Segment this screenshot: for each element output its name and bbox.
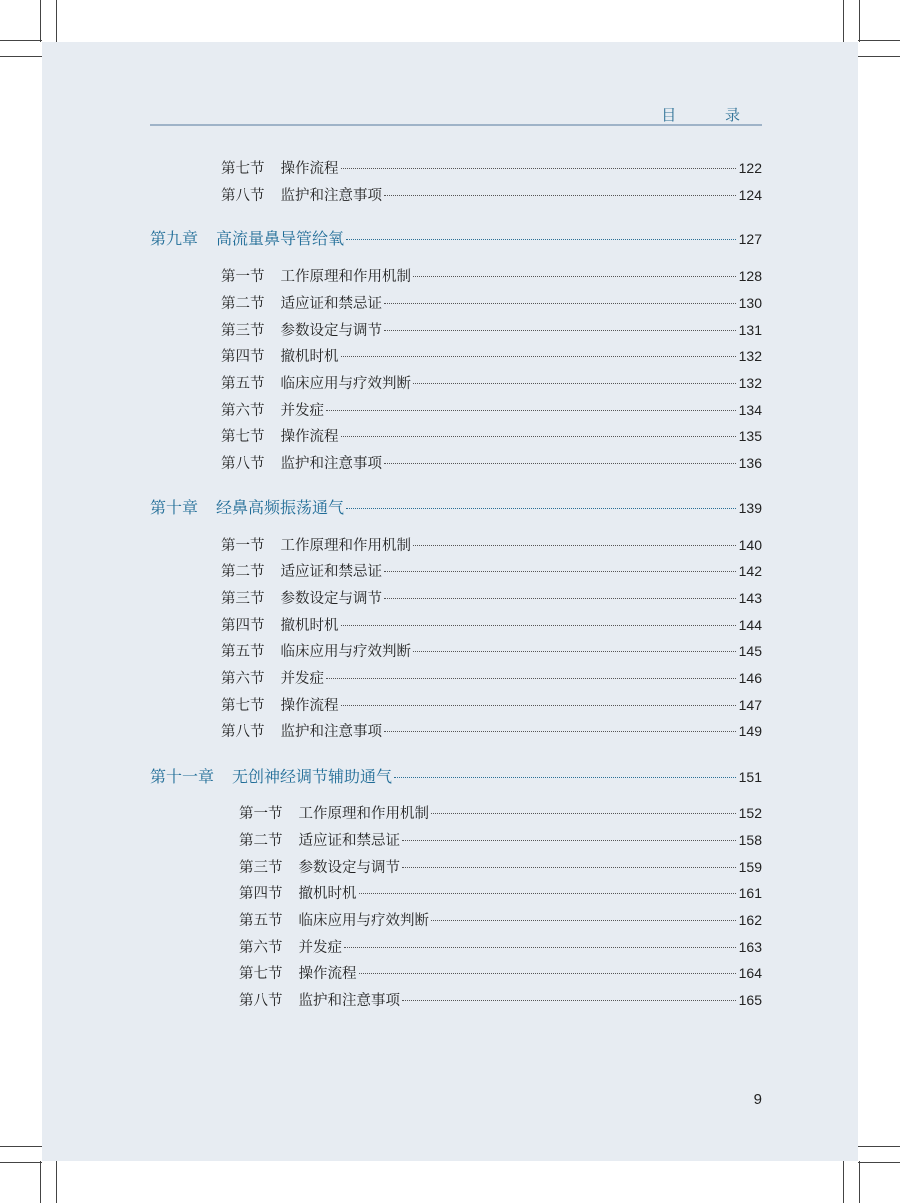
dot-leader <box>341 168 736 169</box>
toc-section-entry[interactable] <box>221 399 762 421</box>
running-header: 目 录 <box>661 106 762 124</box>
entry-title: 并发症 <box>298 940 342 956</box>
toc-chapter-entry[interactable] <box>150 226 762 248</box>
entry-number: 第九章 <box>150 229 199 248</box>
toc-chapter-entry[interactable] <box>150 764 762 786</box>
entry-title: 参数设定与调节 <box>280 591 382 607</box>
entry-number: 第二节 <box>221 296 265 312</box>
dot-leader <box>402 867 736 868</box>
entry-number: 第三节 <box>221 323 265 339</box>
entry-number: 第五节 <box>221 376 265 392</box>
entry-number: 第七节 <box>221 429 265 445</box>
entry-title: 操作流程 <box>280 698 339 714</box>
toc-section-entry[interactable] <box>221 372 762 394</box>
entry-title: 适应证和禁忌证 <box>280 564 382 580</box>
entry-page-number: 143 <box>738 590 762 606</box>
entry-number: 第六节 <box>221 403 265 419</box>
entry-number: 第十一章 <box>150 767 215 786</box>
toc-section-entry[interactable] <box>239 829 762 851</box>
entry-number: 第四节 <box>239 886 283 902</box>
toc-section-entry[interactable] <box>221 184 762 206</box>
entry-page-number: 140 <box>738 537 762 553</box>
entry-title: 操作流程 <box>280 429 339 445</box>
entry-number: 第一节 <box>221 269 265 285</box>
entry-number: 第十章 <box>150 498 199 517</box>
entry-number: 第五节 <box>239 913 283 929</box>
dot-leader <box>394 777 736 778</box>
toc-section-entry[interactable] <box>221 534 762 556</box>
entry-page-number: 142 <box>738 563 762 579</box>
entry-page-number: 139 <box>738 500 762 516</box>
dot-leader <box>384 463 736 464</box>
entry-page-number: 147 <box>738 697 762 713</box>
toc-section-entry[interactable] <box>221 319 762 341</box>
dot-leader <box>341 356 736 357</box>
entry-page-number: 163 <box>738 939 762 955</box>
entry-title: 撤机时机 <box>280 349 339 365</box>
toc-section-entry[interactable] <box>239 962 762 984</box>
entry-page-number: 134 <box>738 402 762 418</box>
entry-number: 第八节 <box>221 724 265 740</box>
entry-page-number: 162 <box>738 912 762 928</box>
entry-page-number: 144 <box>738 617 762 633</box>
dot-leader <box>341 705 736 706</box>
entry-page-number: 131 <box>738 322 762 338</box>
dot-leader <box>384 195 736 196</box>
entry-title: 操作流程 <box>298 966 357 982</box>
entry-title: 监护和注意事项 <box>280 456 382 472</box>
entry-page-number: 132 <box>738 375 762 391</box>
toc-section-entry[interactable] <box>221 720 762 742</box>
entry-title: 撤机时机 <box>280 618 339 634</box>
entry-number: 第五节 <box>221 644 265 660</box>
entry-page-number: 124 <box>738 187 762 203</box>
entry-page-number: 161 <box>738 885 762 901</box>
entry-page-number: 151 <box>738 769 762 785</box>
entry-title: 监护和注意事项 <box>280 188 382 204</box>
entry-page-number: 128 <box>738 268 762 284</box>
entry-page-number: 149 <box>738 723 762 739</box>
entry-page-number: 136 <box>738 455 762 471</box>
entry-page-number: 130 <box>738 295 762 311</box>
entry-number: 第一节 <box>239 806 283 822</box>
toc-section-entry[interactable] <box>221 452 762 474</box>
toc-section-entry[interactable] <box>221 265 762 287</box>
toc-section-entry[interactable] <box>239 856 762 878</box>
toc-section-entry[interactable] <box>221 667 762 689</box>
dot-leader <box>384 571 736 572</box>
entry-title: 无创神经调节辅助通气 <box>232 767 393 786</box>
dot-leader <box>359 973 736 974</box>
dot-leader <box>431 813 736 814</box>
entry-page-number: 132 <box>738 348 762 364</box>
entry-number: 第一节 <box>221 538 265 554</box>
entry-page-number: 122 <box>738 160 762 176</box>
entry-number: 第六节 <box>221 671 265 687</box>
entry-page-number: 152 <box>738 805 762 821</box>
dot-leader <box>384 330 736 331</box>
dot-leader <box>341 436 736 437</box>
toc-section-entry[interactable] <box>221 694 762 716</box>
entry-page-number: 135 <box>738 428 762 444</box>
entry-title: 工作原理和作用机制 <box>280 269 411 285</box>
entry-number: 第七节 <box>221 161 265 177</box>
dot-leader <box>384 303 736 304</box>
dot-leader <box>384 731 736 732</box>
entry-title: 操作流程 <box>280 161 339 177</box>
entry-page-number: 145 <box>738 643 762 659</box>
entry-title: 撤机时机 <box>298 886 357 902</box>
dot-leader <box>344 947 736 948</box>
entry-number: 第三节 <box>221 591 265 607</box>
entry-number: 第七节 <box>239 966 283 982</box>
entry-title: 工作原理和作用机制 <box>298 806 429 822</box>
toc-section-entry[interactable] <box>239 882 762 904</box>
dot-leader <box>326 410 736 411</box>
entry-title: 监护和注意事项 <box>298 993 400 1009</box>
entry-title: 适应证和禁忌证 <box>298 833 400 849</box>
dot-leader <box>346 239 736 240</box>
entry-title: 工作原理和作用机制 <box>280 538 411 554</box>
entry-number: 第六节 <box>239 940 283 956</box>
toc-section-entry[interactable] <box>221 640 762 662</box>
dot-leader <box>413 651 736 652</box>
entry-number: 第三节 <box>239 860 283 876</box>
toc-section-entry[interactable] <box>221 292 762 314</box>
entry-title: 经鼻高频振荡通气 <box>216 498 345 517</box>
dot-leader <box>413 545 736 546</box>
entry-title: 监护和注意事项 <box>280 724 382 740</box>
entry-number: 第四节 <box>221 349 265 365</box>
entry-title: 临床应用与疗效判断 <box>280 376 411 392</box>
entry-page-number: 158 <box>738 832 762 848</box>
toc-section-entry[interactable] <box>221 425 762 447</box>
entry-number: 第八节 <box>239 993 283 1009</box>
toc-section-entry[interactable] <box>221 587 762 609</box>
entry-page-number: 146 <box>738 670 762 686</box>
entry-number: 第七节 <box>221 698 265 714</box>
entry-title: 临床应用与疗效判断 <box>298 913 429 929</box>
entry-page-number: 165 <box>738 992 762 1008</box>
dot-leader <box>431 920 736 921</box>
entry-title: 并发症 <box>280 403 324 419</box>
toc-chapter-entry[interactable] <box>150 495 762 517</box>
dot-leader <box>402 840 736 841</box>
toc-section-entry[interactable] <box>221 560 762 582</box>
dot-leader <box>326 678 736 679</box>
entry-number: 第二节 <box>239 833 283 849</box>
entry-title: 并发症 <box>280 671 324 687</box>
page-number: 9 <box>753 1091 762 1108</box>
toc-section-entry[interactable] <box>221 614 762 636</box>
toc-section-entry[interactable] <box>239 989 762 1011</box>
dot-leader <box>359 893 736 894</box>
dot-leader <box>384 598 736 599</box>
dot-leader <box>413 276 736 277</box>
entry-number: 第四节 <box>221 618 265 634</box>
entry-page-number: 164 <box>738 965 762 981</box>
entry-page-number: 159 <box>738 859 762 875</box>
entry-title: 参数设定与调节 <box>298 860 400 876</box>
toc-section-entry[interactable] <box>239 936 762 958</box>
toc-section-entry[interactable] <box>239 909 762 931</box>
dot-leader <box>413 383 736 384</box>
entry-number: 第八节 <box>221 456 265 472</box>
dot-leader <box>346 508 736 509</box>
entry-page-number: 127 <box>738 231 762 247</box>
entry-title: 参数设定与调节 <box>280 323 382 339</box>
dot-leader <box>341 625 736 626</box>
toc-section-entry[interactable] <box>221 345 762 367</box>
entry-number: 第八节 <box>221 188 265 204</box>
entry-title: 高流量鼻导管给氧 <box>216 229 345 248</box>
entry-number: 第二节 <box>221 564 265 580</box>
entry-title: 临床应用与疗效判断 <box>280 644 411 660</box>
dot-leader <box>402 1000 736 1001</box>
entry-title: 适应证和禁忌证 <box>280 296 382 312</box>
toc-section-entry[interactable] <box>221 157 762 179</box>
toc-section-entry[interactable] <box>239 802 762 824</box>
